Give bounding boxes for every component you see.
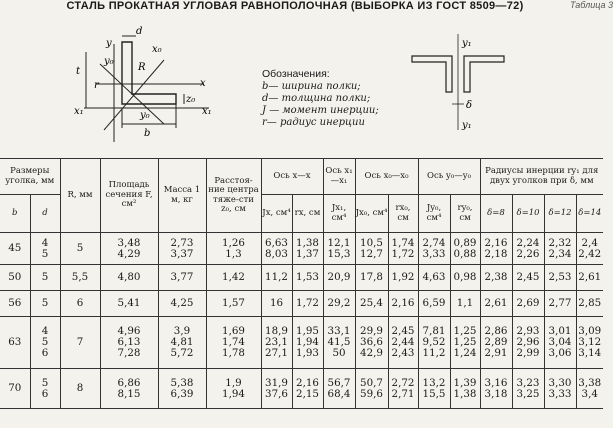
cell-value: 5 — [41, 376, 49, 389]
cell-value: 3,38 — [578, 376, 602, 389]
table-reference: Таблица 3 — [569, 0, 613, 10]
cell-value: 41,5 — [327, 336, 351, 348]
cell-value: 25,4 — [360, 297, 383, 309]
cell-value: 5 — [41, 336, 49, 348]
cell-value: 2,85 — [578, 297, 602, 309]
label-delta: δ — [466, 100, 473, 111]
header-jx1: Jx₁, см⁴ — [323, 195, 355, 233]
double-angle-diagram — [408, 32, 508, 132]
label-b: b — [144, 128, 151, 139]
cell-jx0 — [355, 233, 388, 265]
cell-value: 20,9 — [327, 271, 351, 283]
cell-value: 6 — [41, 347, 49, 359]
header-mass: Масса 1 м, кг — [158, 159, 206, 233]
cell-value: 1,37 — [296, 247, 319, 260]
cell-value: 5 — [41, 297, 49, 309]
cell-value: 27,1 — [265, 347, 288, 359]
label-r: r — [94, 80, 99, 91]
cell-value: 1,53 — [296, 271, 319, 283]
cell-value: 3,01 — [548, 325, 572, 337]
cell-value: 2,61 — [578, 271, 602, 283]
label-t: t — [76, 66, 81, 77]
cell-value: 1,93 — [296, 347, 319, 359]
cell-jy0 — [418, 291, 450, 317]
cell-value: 2,96 — [516, 336, 540, 348]
cell-b: 70 — [0, 369, 30, 409]
cell-jx — [261, 265, 292, 291]
cell-jx1 — [323, 369, 355, 409]
cell-value: 6,63 — [265, 236, 288, 249]
cell-value: 4,81 — [170, 336, 194, 348]
cell-jy0 — [418, 369, 450, 409]
cell-value: 12,1 — [327, 236, 351, 249]
cell-value: 12,7 — [360, 247, 383, 260]
cell-value: 2,53 — [548, 271, 572, 283]
cell-r14 — [576, 265, 603, 291]
cell-jx0 — [355, 369, 388, 409]
cell-r8 — [480, 291, 512, 317]
table-row — [0, 265, 603, 291]
cell-ry0 — [450, 317, 480, 369]
cell-value: 2,71 — [391, 387, 415, 400]
cell-z0 — [206, 233, 261, 265]
cell-value: 6,59 — [422, 297, 446, 309]
header-jx: Jx, см⁴ — [261, 195, 292, 233]
cell-value: 2,43 — [391, 347, 415, 359]
table-row — [0, 369, 603, 409]
cell-value: 2,16 — [391, 297, 415, 309]
cell-value: 4,29 — [117, 247, 141, 260]
cell-rx — [292, 317, 323, 369]
cell-R: 8 — [60, 369, 100, 409]
cell-value: 8,15 — [117, 387, 141, 400]
cell-jx1 — [323, 317, 355, 369]
cell-rx0 — [388, 369, 418, 409]
cell-value: 2,44 — [391, 336, 415, 348]
cell-value: 33,1 — [327, 325, 351, 337]
cell-r8 — [480, 265, 512, 291]
cell-value: 1,38 — [296, 236, 319, 249]
cell-value: 36,6 — [360, 336, 383, 348]
cell-ry0 — [450, 233, 480, 265]
cell-rx — [292, 233, 323, 265]
legend — [262, 68, 379, 129]
cell-value: 2,61 — [484, 297, 508, 309]
cell-value: 2,45 — [516, 271, 540, 283]
cell-value: 1,94 — [222, 387, 245, 400]
cell-m — [158, 369, 206, 409]
cell-value: 2,77 — [548, 297, 572, 309]
cell-value: 1,57 — [222, 297, 245, 309]
cell-r14 — [576, 317, 603, 369]
cell-value: 2,15 — [296, 387, 319, 400]
cell-value: 3,4 — [581, 387, 598, 400]
cell-jx — [261, 291, 292, 317]
header-d: d — [30, 195, 60, 233]
cell-rx0 — [388, 265, 418, 291]
label-x1-left: x₁ — [74, 106, 84, 117]
legend-item: d— толщина полки; — [262, 93, 371, 104]
legend-item: b— ширина полки; — [262, 81, 361, 92]
cell-r12 — [544, 265, 576, 291]
cell-r12 — [544, 233, 576, 265]
table-row — [0, 291, 603, 317]
cell-value: 1,1 — [456, 297, 474, 309]
cell-d — [30, 291, 60, 317]
header-ry0: ry₀, см — [450, 195, 480, 233]
cell-value: 15,3 — [327, 247, 351, 260]
cell-value: 3,16 — [484, 376, 508, 389]
cell-value: 5,41 — [117, 297, 141, 309]
cell-m — [158, 291, 206, 317]
cell-r10 — [512, 317, 544, 369]
cell-jx0 — [355, 317, 388, 369]
cell-value: 5 — [41, 271, 49, 283]
cell-value: 59,6 — [360, 387, 383, 400]
cell-F — [100, 265, 158, 291]
cell-value: 1,42 — [222, 271, 245, 283]
cell-value: 1,78 — [222, 347, 245, 359]
label-x0: x₀ — [152, 44, 162, 55]
cell-F — [100, 233, 158, 265]
cell-b: 45 — [0, 233, 30, 265]
cell-rx0 — [388, 317, 418, 369]
angle-section-diagram — [4, 12, 239, 152]
cell-value: 4,80 — [117, 271, 141, 283]
cell-value: 2,34 — [548, 247, 572, 260]
cell-jx1 — [323, 291, 355, 317]
cell-value: 3,9 — [173, 325, 191, 337]
label-d: d — [136, 26, 143, 37]
cell-jy0 — [418, 233, 450, 265]
cell-d — [30, 233, 60, 265]
header-b: b — [0, 195, 30, 233]
cell-value: 2,72 — [391, 376, 415, 389]
cell-value: 7,28 — [117, 347, 141, 359]
cell-jx0 — [355, 291, 388, 317]
cell-value: 2,4 — [581, 236, 598, 249]
cell-value: 2,99 — [516, 347, 540, 359]
cell-value: 2,32 — [548, 236, 572, 249]
cell-ry0 — [450, 291, 480, 317]
cell-value: 2,86 — [484, 325, 508, 337]
cell-F — [100, 369, 158, 409]
page-title: СТАЛЬ ПРОКАТНАЯ УГЛОВАЯ РАВНОПОЛОЧНАЯ (ВЫБОРКА ИЗ ГОСТ 8509—72) — [66, 0, 524, 12]
cell-value: 1,3 — [225, 247, 242, 260]
cell-value: 0,89 — [453, 236, 477, 249]
cell-value: 4,25 — [170, 297, 194, 309]
cell-value: 0,98 — [453, 271, 477, 283]
label-x1: x₁ — [202, 106, 212, 117]
cell-jy0 — [418, 317, 450, 369]
cell-value: 2,42 — [578, 247, 602, 260]
header-jx0: Jx₀, см⁴ — [355, 195, 388, 233]
cell-r10 — [512, 369, 544, 409]
cell-value: 29,2 — [327, 297, 351, 309]
table-row — [0, 317, 603, 369]
cell-value: 1,24 — [453, 347, 477, 359]
cell-value: 1,72 — [391, 247, 415, 260]
table-row — [0, 233, 603, 265]
cell-z0 — [206, 291, 261, 317]
header-axis-x1: Ось x₁—x₁ — [323, 159, 355, 195]
cell-value: 11,2 — [265, 271, 288, 283]
cell-jx — [261, 317, 292, 369]
cell-value: 3,33 — [422, 247, 446, 260]
cell-jx1 — [323, 233, 355, 265]
cell-value: 4,63 — [422, 271, 446, 283]
cell-rx0 — [388, 291, 418, 317]
cell-value: 2,16 — [484, 236, 508, 249]
cell-value: 1,69 — [222, 325, 245, 337]
cell-value: 0,88 — [453, 247, 477, 260]
cell-value: 3,77 — [170, 271, 194, 283]
cell-ry0 — [450, 369, 480, 409]
cell-value: 8,03 — [265, 247, 288, 260]
cell-value: 37,6 — [265, 387, 288, 400]
cell-value: 18,9 — [265, 325, 288, 337]
header-delta-14: δ=14 — [576, 195, 603, 233]
header-axis-y0: Ось y₀—y₀ — [418, 159, 480, 195]
cell-value: 2,89 — [484, 336, 508, 348]
cell-value: 50 — [332, 347, 346, 359]
cell-F — [100, 291, 158, 317]
cell-z0 — [206, 265, 261, 291]
cell-jx1 — [323, 265, 355, 291]
cell-value: 3,14 — [578, 347, 602, 359]
header-delta-12: δ=12 — [544, 195, 576, 233]
cell-value: 2,16 — [296, 376, 319, 389]
cell-value: 5 — [41, 247, 49, 260]
cell-value: 1,72 — [296, 297, 319, 309]
cell-R: 5 — [60, 233, 100, 265]
header-delta-10: δ=10 — [512, 195, 544, 233]
cell-value: 2,69 — [516, 297, 540, 309]
cell-value: 3,18 — [484, 387, 508, 400]
cell-value: 5,38 — [170, 376, 194, 389]
cell-jx0 — [355, 265, 388, 291]
cell-value: 5,72 — [170, 347, 194, 359]
cell-r12 — [544, 291, 576, 317]
cell-z0 — [206, 317, 261, 369]
header-delta-8: δ=8 — [480, 195, 512, 233]
cell-r10 — [512, 265, 544, 291]
header-rx: rx, см — [292, 195, 323, 233]
cell-value: 2,26 — [516, 247, 540, 260]
cell-value: 4 — [41, 236, 49, 249]
cell-value: 9,52 — [422, 336, 446, 348]
cell-value: 50,7 — [360, 376, 383, 389]
cell-value: 1,92 — [391, 271, 415, 283]
cell-value: 2,45 — [391, 325, 415, 337]
cell-rx — [292, 369, 323, 409]
cell-r12 — [544, 369, 576, 409]
cell-jx — [261, 369, 292, 409]
cell-value: 3,25 — [516, 387, 540, 400]
cell-value: 68,4 — [327, 387, 351, 400]
cell-value: 3,30 — [548, 376, 572, 389]
cell-value: 1,25 — [453, 336, 477, 348]
cell-value: 1,25 — [453, 325, 477, 337]
cell-R: 5,5 — [60, 265, 100, 291]
cell-m — [158, 317, 206, 369]
cell-m — [158, 233, 206, 265]
cell-value: 1,94 — [296, 336, 319, 348]
cell-jy0 — [418, 265, 450, 291]
cell-value: 1,95 — [296, 325, 319, 337]
header-jy0: Jy₀, см⁴ — [418, 195, 450, 233]
cell-value: 3,33 — [548, 387, 572, 400]
cell-value: 4,96 — [117, 325, 141, 337]
cell-value: 3,23 — [516, 376, 540, 389]
angle-steel-table — [0, 158, 603, 409]
cell-value: 3,37 — [170, 247, 194, 260]
legend-heading: Обозначения: — [262, 68, 330, 80]
cell-value: 1,74 — [391, 236, 415, 249]
label-x: x — [200, 78, 206, 89]
cell-m — [158, 265, 206, 291]
cell-value: 7,81 — [422, 325, 446, 337]
cell-r14 — [576, 233, 603, 265]
cell-value: 11,2 — [422, 347, 446, 359]
header-axis-x0: Ось x₀—x₀ — [355, 159, 418, 195]
label-R: R — [138, 62, 146, 73]
cell-value: 1,74 — [222, 336, 245, 348]
cell-b: 56 — [0, 291, 30, 317]
cell-r14 — [576, 291, 603, 317]
cell-value: 3,48 — [117, 236, 141, 249]
cell-z0 — [206, 369, 261, 409]
cell-r8 — [480, 317, 512, 369]
cell-F — [100, 317, 158, 369]
cell-value: 2,18 — [484, 247, 508, 260]
cell-r14 — [576, 369, 603, 409]
cell-value: 23,1 — [265, 336, 288, 348]
cell-value: 2,38 — [484, 271, 508, 283]
cell-value: 6,39 — [170, 387, 194, 400]
cell-d — [30, 317, 60, 369]
legend-item: J — момент инерции; — [262, 105, 379, 116]
cell-R: 6 — [60, 291, 100, 317]
cell-rx — [292, 265, 323, 291]
cell-jx — [261, 233, 292, 265]
cell-value: 31,9 — [265, 376, 288, 389]
header-radii: Радиусы инерции ry₁ для двух уголков при δ, мм — [480, 159, 603, 195]
cell-r10 — [512, 291, 544, 317]
label-y0-bottom: y₀ — [140, 110, 150, 121]
cell-value: 4 — [41, 325, 49, 337]
header-area: Площадь сечения F, см² — [100, 159, 158, 233]
header-centroid: Расстоя-ние центра тяже-сти z₀, см — [206, 159, 261, 233]
cell-value: 6,13 — [117, 336, 141, 348]
cell-value: 2,24 — [516, 236, 540, 249]
cell-value: 2,91 — [484, 347, 508, 359]
cell-value: 42,9 — [360, 347, 383, 359]
cell-value: 6 — [41, 387, 49, 400]
cell-value: 1,9 — [225, 376, 242, 389]
cell-value: 3,06 — [548, 347, 572, 359]
cell-value: 3,09 — [578, 325, 602, 337]
cell-value: 17,8 — [360, 271, 383, 283]
cell-r12 — [544, 317, 576, 369]
cell-value: 1,39 — [453, 376, 477, 389]
cell-value: 2,93 — [516, 325, 540, 337]
cell-value: 1,38 — [453, 387, 477, 400]
label-y: y — [106, 38, 112, 49]
cell-value: 3,04 — [548, 336, 572, 348]
cell-value: 10,5 — [360, 236, 383, 249]
label-z0: z₀ — [186, 94, 196, 105]
cell-value: 56,7 — [327, 376, 351, 389]
cell-b: 50 — [0, 265, 30, 291]
cell-ry0 — [450, 265, 480, 291]
label-y1-top: y₁ — [462, 38, 472, 49]
cell-r10 — [512, 233, 544, 265]
cell-d — [30, 369, 60, 409]
label-y0: y₀ — [104, 56, 114, 67]
header-sizes: Размеры уголка, мм — [0, 159, 60, 195]
cell-value: 3,12 — [578, 336, 602, 348]
label-y1-bottom: y₁ — [462, 120, 472, 131]
cell-value: 2,74 — [422, 236, 446, 249]
cell-b: 63 — [0, 317, 30, 369]
cell-value: 15,5 — [422, 387, 446, 400]
cell-value: 1,26 — [222, 236, 245, 249]
header-axis-x: Ось x—x — [261, 159, 323, 195]
cell-d — [30, 265, 60, 291]
cell-value: 16 — [269, 297, 284, 309]
cell-value: 29,9 — [360, 325, 383, 337]
cell-rx0 — [388, 233, 418, 265]
cell-rx — [292, 291, 323, 317]
header-R: R, мм — [60, 159, 100, 233]
cell-value: 6,86 — [117, 376, 141, 389]
cell-r8 — [480, 233, 512, 265]
cell-r8 — [480, 369, 512, 409]
cell-value: 13,2 — [422, 376, 446, 389]
header-rx0: rx₀, см — [388, 195, 418, 233]
cell-R: 7 — [60, 317, 100, 369]
cell-value: 2,73 — [170, 236, 194, 249]
legend-item: r— радиус инерции — [262, 117, 365, 128]
